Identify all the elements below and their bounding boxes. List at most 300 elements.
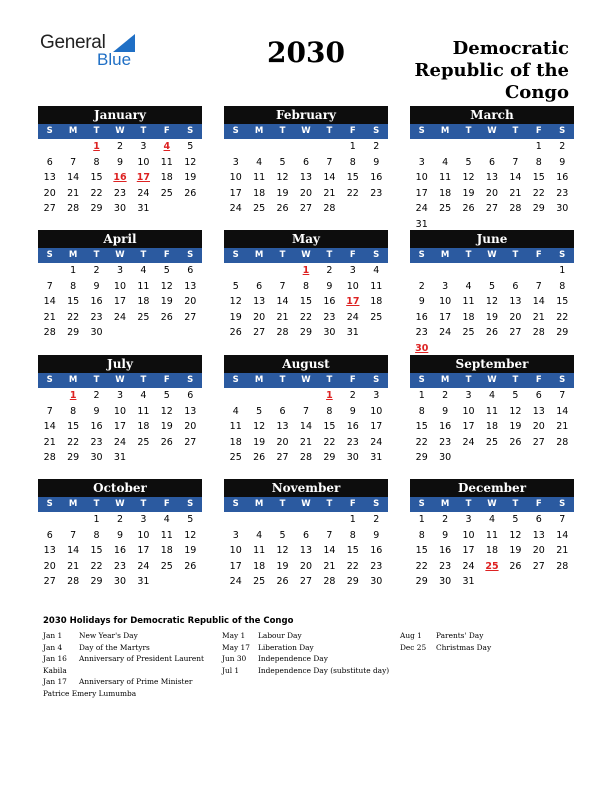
week-row <box>38 543 202 559</box>
holiday-item <box>222 653 389 665</box>
month-december <box>410 479 574 590</box>
day-cell: 18 <box>485 421 499 432</box>
week-row <box>38 512 202 528</box>
day-cell: 22 <box>299 311 313 323</box>
day-cell: 13 <box>532 405 545 417</box>
day-cell <box>155 574 178 590</box>
holiday-item <box>400 630 491 642</box>
day-cell: 10 <box>415 172 428 183</box>
weekday-header <box>410 373 574 388</box>
day-cell: 11 <box>439 172 452 183</box>
holidays-column <box>222 630 389 676</box>
weekday-label: F <box>163 499 170 509</box>
day-cell: 9 <box>326 280 333 292</box>
day-cell: 27 <box>509 327 522 338</box>
day-cell: 15 <box>90 545 103 556</box>
day-cell: 15 <box>67 421 80 432</box>
weekday-label: T <box>279 375 286 385</box>
day-cell <box>504 450 527 466</box>
day-cell <box>247 139 270 155</box>
week-row <box>224 528 388 544</box>
day-cell: 7 <box>512 156 519 168</box>
weekday-label: T <box>140 126 147 136</box>
weekday-label: W <box>487 126 497 136</box>
day-cell: 8 <box>535 156 542 168</box>
day-cell: 6 <box>46 156 53 168</box>
holiday-day-cell: 4 <box>163 141 171 152</box>
day-cell: 4 <box>465 280 472 292</box>
day-cell: 28 <box>556 560 569 572</box>
day-cell: 3 <box>418 156 425 168</box>
weekday-label: W <box>487 250 497 260</box>
day-cell: 24 <box>370 436 383 448</box>
weekday-label: M <box>254 499 264 509</box>
week-row <box>410 419 574 435</box>
day-cell: 23 <box>323 311 336 323</box>
week-row <box>410 341 574 357</box>
day-cell: 12 <box>229 296 242 307</box>
holiday-item <box>222 630 389 642</box>
holiday-date: Jun 30 <box>222 654 247 664</box>
day-cell: 5 <box>232 280 239 292</box>
day-cell: 29 <box>323 452 336 463</box>
day-cell <box>504 341 527 357</box>
weekday-label: M <box>440 250 450 260</box>
day-cell: 4 <box>442 156 449 168</box>
day-cell: 9 <box>116 529 123 541</box>
day-cell <box>433 263 456 279</box>
calendar-year: 2030 <box>267 36 345 69</box>
day-cell <box>318 512 341 528</box>
day-cell: 1 <box>559 265 566 276</box>
day-cell: 11 <box>253 545 266 556</box>
weekday-label: M <box>440 375 450 385</box>
weekday-label: T <box>279 250 286 260</box>
day-cell: 19 <box>509 421 522 432</box>
day-cell: 2 <box>442 390 449 401</box>
week-row <box>224 155 388 171</box>
weekday-label: M <box>440 499 450 509</box>
day-cell: 16 <box>323 296 336 307</box>
day-cell: 14 <box>532 296 545 307</box>
country-title <box>369 38 569 104</box>
day-cell: 12 <box>184 156 197 168</box>
day-cell <box>38 263 61 279</box>
day-cell: 4 <box>140 265 147 276</box>
day-cell: 12 <box>160 280 173 292</box>
day-cell: 8 <box>93 529 100 541</box>
day-cell: 29 <box>532 203 545 214</box>
day-cell: 29 <box>67 327 80 338</box>
day-cell <box>551 341 574 357</box>
day-cell: 3 <box>232 156 239 168</box>
day-cell: 24 <box>229 203 242 214</box>
day-cell <box>504 263 527 279</box>
holiday-day-cell: 17 <box>136 172 151 183</box>
day-cell: 4 <box>232 405 239 417</box>
day-cell: 21 <box>299 436 313 448</box>
day-cell: 18 <box>485 545 499 556</box>
weekday-label: M <box>254 250 264 260</box>
day-cell: 31 <box>346 327 359 338</box>
day-cell: 18 <box>462 311 475 323</box>
day-cell: 7 <box>70 529 77 541</box>
week-row <box>224 435 388 451</box>
day-cell: 21 <box>43 311 56 323</box>
day-cell: 5 <box>163 265 170 276</box>
day-cell: 8 <box>70 280 77 292</box>
weekday-label: S <box>373 375 380 385</box>
weekday-label: F <box>349 126 356 136</box>
day-cell: 15 <box>415 421 428 432</box>
day-cell: 17 <box>113 421 127 432</box>
day-cell: 23 <box>90 311 103 323</box>
week-row <box>38 310 202 326</box>
day-cell: 11 <box>485 529 499 541</box>
day-cell: 15 <box>346 545 359 556</box>
weekday-label: W <box>301 499 311 509</box>
month-title: March <box>410 106 574 124</box>
day-cell: 29 <box>67 452 80 463</box>
week-row <box>224 419 388 435</box>
weekday-label: S <box>232 126 239 136</box>
week-row <box>38 139 202 155</box>
day-cell: 9 <box>373 529 380 541</box>
day-cell: 17 <box>439 311 452 323</box>
week-row <box>38 294 202 310</box>
day-cell: 15 <box>415 545 428 556</box>
weekday-label: F <box>535 499 542 509</box>
day-cell: 23 <box>346 436 359 448</box>
week-row <box>38 263 202 279</box>
day-cell: 21 <box>323 187 336 199</box>
day-cell: 24 <box>137 187 150 199</box>
day-cell: 11 <box>485 405 499 417</box>
day-cell: 24 <box>346 311 359 323</box>
day-cell: 8 <box>559 280 566 292</box>
day-cell: 20 <box>509 311 522 323</box>
day-cell: 26 <box>160 436 173 448</box>
day-cell: 27 <box>276 452 289 463</box>
day-cell: 22 <box>415 436 428 448</box>
week-row <box>410 279 574 295</box>
day-cell: 19 <box>229 311 242 323</box>
weekday-header <box>38 373 202 388</box>
day-cell: 13 <box>485 172 499 183</box>
day-cell: 27 <box>299 203 313 214</box>
day-cell: 2 <box>373 514 380 525</box>
day-cell <box>410 263 433 279</box>
day-cell: 11 <box>137 405 150 417</box>
day-cell: 28 <box>509 203 522 214</box>
holiday-name-continued: Kabila <box>43 665 67 675</box>
country-line-3: Congo <box>504 82 569 103</box>
weekday-label: T <box>326 126 333 136</box>
day-cell: 30 <box>90 452 103 463</box>
weekday-label: S <box>187 375 194 385</box>
day-cell: 14 <box>67 172 80 183</box>
day-cell: 20 <box>532 421 545 432</box>
day-cell: 25 <box>462 327 475 338</box>
day-cell <box>179 574 202 590</box>
week-row <box>410 574 574 590</box>
day-cell: 24 <box>137 560 150 572</box>
weekday-label: S <box>232 375 239 385</box>
day-cell: 21 <box>276 311 289 323</box>
week-row <box>38 325 202 341</box>
day-cell: 3 <box>232 529 239 541</box>
day-cell: 12 <box>485 296 499 307</box>
day-cell: 2 <box>559 141 566 152</box>
holiday-day-cell: 17 <box>346 296 360 307</box>
day-cell: 5 <box>256 405 263 417</box>
day-cell: 15 <box>556 296 569 307</box>
day-cell: 4 <box>488 390 495 401</box>
week-row <box>410 325 574 341</box>
day-cell: 24 <box>229 576 242 587</box>
week-row <box>38 155 202 171</box>
day-cell: 8 <box>418 529 425 541</box>
weekday-label: W <box>115 126 125 136</box>
day-cell: 27 <box>532 560 545 572</box>
day-cell: 10 <box>462 405 475 417</box>
day-cell <box>480 139 503 155</box>
day-cell: 12 <box>276 172 289 183</box>
weekday-label: W <box>487 499 497 509</box>
holiday-day-cell: 16 <box>113 172 127 183</box>
day-cell: 1 <box>535 141 542 152</box>
day-cell <box>224 388 247 404</box>
day-cell: 19 <box>160 421 173 432</box>
day-cell: 22 <box>556 311 569 323</box>
holiday-date: Jan 4 <box>43 642 63 652</box>
day-cell: 9 <box>442 529 449 541</box>
day-cell: 28 <box>532 327 545 338</box>
day-cell: 26 <box>276 576 289 587</box>
day-cell: 6 <box>302 156 309 168</box>
week-row <box>410 404 574 420</box>
weekday-label: W <box>301 250 311 260</box>
weekday-header <box>38 248 202 263</box>
holiday-item <box>43 676 204 688</box>
day-cell <box>365 201 388 217</box>
day-cell: 5 <box>187 141 194 152</box>
month-title: October <box>38 479 202 497</box>
day-cell: 15 <box>90 172 103 183</box>
day-cell: 2 <box>349 390 356 401</box>
weekday-label: F <box>349 499 356 509</box>
weekday-label: F <box>535 375 542 385</box>
day-cell: 31 <box>370 452 383 463</box>
day-cell: 13 <box>43 545 56 556</box>
day-cell: 29 <box>90 576 103 587</box>
day-cell: 4 <box>163 514 170 525</box>
day-cell: 14 <box>323 545 336 556</box>
day-cell: 17 <box>137 545 150 556</box>
weekday-label: M <box>68 126 78 136</box>
week-row <box>224 170 388 186</box>
day-cell <box>341 201 364 217</box>
day-cell: 7 <box>46 405 53 417</box>
day-cell <box>527 450 550 466</box>
day-cell: 13 <box>184 405 197 417</box>
day-cell: 30 <box>346 452 359 463</box>
day-cell: 26 <box>253 452 266 463</box>
day-cell: 3 <box>140 141 147 152</box>
day-cell: 5 <box>279 156 286 168</box>
day-cell: 7 <box>46 280 53 292</box>
day-cell: 24 <box>415 203 428 214</box>
day-cell <box>61 512 84 528</box>
day-cell: 21 <box>323 560 336 572</box>
day-cell: 9 <box>93 280 100 292</box>
day-cell: 16 <box>439 421 452 432</box>
week-row <box>410 435 574 451</box>
day-cell: 21 <box>43 436 56 448</box>
day-cell <box>224 512 247 528</box>
day-cell: 16 <box>556 172 569 183</box>
day-cell: 28 <box>556 436 569 448</box>
day-cell: 27 <box>43 203 56 214</box>
day-cell: 7 <box>302 405 309 417</box>
day-cell: 12 <box>184 529 197 541</box>
day-cell: 11 <box>160 156 173 168</box>
day-cell: 9 <box>349 405 356 417</box>
day-cell: 15 <box>323 421 336 432</box>
holiday-name: Christmas Day <box>436 642 492 652</box>
weekday-label: S <box>46 375 53 385</box>
day-cell: 20 <box>253 311 266 323</box>
month-title: July <box>38 355 202 373</box>
day-cell: 30 <box>90 327 103 338</box>
day-cell: 26 <box>462 203 475 214</box>
day-cell <box>179 201 202 217</box>
week-row <box>38 388 202 404</box>
day-cell: 28 <box>323 576 336 587</box>
day-cell <box>155 450 178 466</box>
day-cell: 29 <box>90 203 103 214</box>
weekday-label: W <box>301 375 311 385</box>
day-cell: 10 <box>113 405 127 417</box>
weekday-label: W <box>301 126 311 136</box>
holiday-date: Jul 1 <box>222 665 240 675</box>
week-row <box>410 528 574 544</box>
day-cell: 6 <box>187 265 194 276</box>
weekday-header <box>224 497 388 512</box>
day-cell <box>247 263 270 279</box>
day-cell: 26 <box>276 203 289 214</box>
day-cell: 19 <box>184 172 197 183</box>
month-november <box>224 479 388 590</box>
holidays-column <box>400 630 491 653</box>
day-cell: 20 <box>184 421 197 432</box>
day-cell <box>38 388 61 404</box>
day-cell: 18 <box>253 187 266 199</box>
weekday-label: S <box>559 126 566 136</box>
month-march <box>410 106 574 232</box>
day-cell: 24 <box>462 560 475 572</box>
day-cell: 24 <box>439 327 452 338</box>
day-cell: 23 <box>415 327 428 338</box>
day-cell: 19 <box>276 187 289 199</box>
day-cell: 23 <box>556 187 569 199</box>
day-cell: 30 <box>113 576 127 587</box>
weekday-label: T <box>465 250 472 260</box>
holiday-name: Independence Day (substitute day) <box>258 665 390 675</box>
day-cell: 23 <box>90 436 103 448</box>
day-cell: 22 <box>67 436 80 448</box>
weekday-label: T <box>465 499 472 509</box>
day-cell <box>108 325 131 341</box>
holiday-name: New Year's Day <box>79 631 138 640</box>
day-cell <box>504 139 527 155</box>
weekday-label: T <box>326 499 333 509</box>
day-cell: 28 <box>67 576 80 587</box>
weekday-header <box>38 124 202 139</box>
day-cell <box>155 325 178 341</box>
day-cell: 25 <box>137 311 150 323</box>
day-cell: 21 <box>509 187 522 199</box>
day-cell: 8 <box>326 405 333 417</box>
weekday-label: S <box>373 499 380 509</box>
day-cell: 18 <box>229 436 242 448</box>
weekday-label: T <box>140 250 147 260</box>
day-cell: 29 <box>415 452 428 463</box>
day-cell: 30 <box>370 576 383 587</box>
week-row <box>410 294 574 310</box>
day-cell: 27 <box>184 436 197 448</box>
day-cell: 20 <box>43 187 56 199</box>
day-cell <box>457 450 480 466</box>
week-row <box>38 201 202 217</box>
day-cell: 14 <box>299 421 313 432</box>
day-cell: 19 <box>485 311 499 323</box>
day-cell: 27 <box>43 576 56 587</box>
day-cell: 1 <box>93 514 100 525</box>
week-row <box>410 559 574 575</box>
day-cell: 22 <box>532 187 545 199</box>
day-cell: 5 <box>465 156 472 168</box>
day-cell: 3 <box>465 390 472 401</box>
day-cell: 7 <box>70 156 77 168</box>
day-cell: 3 <box>140 514 147 525</box>
day-cell <box>433 139 456 155</box>
day-cell: 28 <box>43 327 56 338</box>
day-cell <box>365 325 388 341</box>
week-row <box>410 388 574 404</box>
day-cell: 26 <box>184 187 197 199</box>
weekday-label: S <box>46 126 53 136</box>
day-cell: 12 <box>276 545 289 556</box>
day-cell: 17 <box>462 545 475 556</box>
day-cell: 1 <box>418 514 425 525</box>
day-cell <box>527 574 550 590</box>
day-cell <box>457 139 480 155</box>
day-cell: 8 <box>349 529 356 541</box>
day-cell <box>504 574 527 590</box>
weekday-header <box>224 248 388 263</box>
day-cell: 20 <box>276 436 289 448</box>
day-cell: 16 <box>90 421 103 432</box>
day-cell: 23 <box>439 436 452 448</box>
week-row <box>38 419 202 435</box>
day-cell: 21 <box>532 311 545 323</box>
weekday-label: T <box>93 375 100 385</box>
day-cell: 30 <box>556 203 569 214</box>
day-cell <box>480 341 503 357</box>
weekday-label: F <box>163 250 170 260</box>
day-cell: 10 <box>137 156 150 168</box>
